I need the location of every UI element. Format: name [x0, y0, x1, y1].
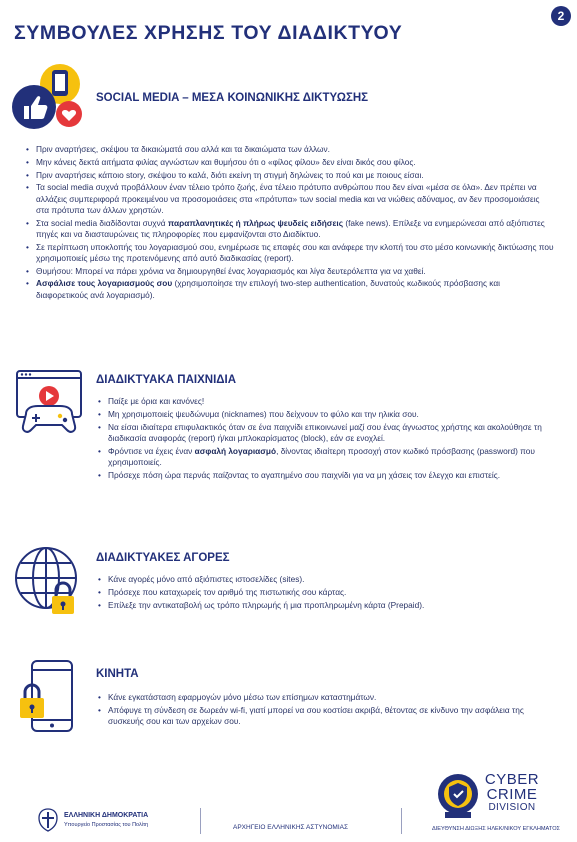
list-item: • Μη χρησιμοποιείς ψευδώνυμα (nicknames) που δείχνουν το φύλο και την ηλικία σου. [96, 409, 556, 420]
list-item: • Τα social media συχνά προβάλλουν έναν τέλειο τρόπο ζωής, ένα τέλειο πρότυπο ανθρώπου που δεν είναι «μέσα σε όλα». Δεν πρέπει να αλλάζεις συμπεριφορά προκειμένου να προσομοιάσεις στα «πρότυπα» των social media και να νιώθεις αδύναμος, αν δεν προσομοιάσεις στα πρότυπα των άλλων χρηστών. [24, 182, 554, 216]
gov-title: ΕΛΛΗΝΙΚΗ ΔΗΜΟΚΡΑΤΙΑ [64, 812, 149, 819]
social-media-icon [12, 62, 84, 132]
page-number-badge: 2 [551, 6, 571, 26]
footer-divider [401, 808, 402, 834]
mobile-heading: ΚΙΝΗΤΑ [96, 668, 139, 680]
globe-lock-icon [14, 546, 84, 624]
list-item: • Στα social media διαδίδονται συχνά παραπλανητικές ή πλήρως ψευδείς ειδήσεις (fake news). Επίλεξε να ενημερώνεσαι από αξιόπιστες πηγές και να διασταυρώνεις τις πληροφορίες που εμφανίζονται στο Διαδίκτυο. [24, 218, 554, 240]
greek-republic-emblem-icon [37, 808, 59, 832]
crime-word: CRIME [486, 786, 538, 803]
list-item: • Πριν αναρτήσεις κάποιο story, σκέψου το καλά, διότι εκείνη τη στιγμή δηλώνεις το πού και με ποιους είσαι. [24, 170, 554, 181]
list-item: • Πριν αναρτήσεις, σκέψου τα δικαιώματά σου αλλά και τα δικαιώματα των άλλων. [24, 144, 554, 155]
shopping-heading: ΔΙΑΔΙΚΤΥΑΚΕΣ ΑΓΟΡΕΣ [96, 552, 230, 564]
game-controller-icon [16, 370, 82, 436]
page-title: ΣΥΜΒΟΥΛΕΣ ΧΡΗΣΗΣ ΤΟΥ ΔΙΑΔΙΚΤΥΟΥ [14, 22, 403, 44]
list-item: • Θυμήσου: Μπορεί να πάρει χρόνια να δημιουργηθεί ένας λογαριασμός και λίγα δευτερόλεπτα για να χαθεί. [24, 266, 554, 277]
list-item: • Σε περίπτωση υποκλοπής του λογαριασμού σου, ενημέρωσε τις επαφές σου και ανάφερε την κλοπή του στο μέσο κοινωνικής δικτύωσης που χρησιμοποιείς μέσω της προτεινόμενης από αυτό διαδικασίας (report). [24, 242, 554, 264]
games-heading: ΔΙΑΔΙΚΤΥΑΚΑ ΠΑΙΧΝΙΔΙΑ [96, 374, 237, 386]
social-media-heading: SOCIAL MEDIA – ΜΕΣΑ ΚΟΙΝΩΝΙΚΗΣ ΔΙΚΤΥΩΣΗΣ [96, 92, 369, 104]
games-tips-list [96, 396, 556, 482]
list-item: • Απόφυγε τη σύνδεση σε δωρεάν wi-fi, γιατί μπορεί να σου κοστίσει ακριβά, θέτοντας σε κίνδυνο την ασφάλεια της συσκευής σου και των αρχείων σου. [96, 705, 556, 727]
list-item: • Μην κάνεις δεκτά αιτήματα φιλίας αγνώστων και θυμήσου ότι ο «φίλος φίλου» δεν είναι δικός σου φίλος. [24, 157, 554, 168]
list-item: • Παίξε με όρια και κανόνες! [96, 396, 556, 407]
list-item: • Να είσαι ιδιαίτερα επιφυλακτικός όταν σε ένα παιχνίδι επικοινωνεί μαζί σου ένας άγνωστος χρήστης και ακολούθησε τη διαδικασία αναφοράς (report) ή/και μπλοκαρίσματος (block), εάν σε ενοχλεί. [96, 422, 556, 444]
footer-divider [200, 808, 201, 834]
list-item: • Φρόντισε να έχεις έναν ασφαλή λογαριασμό, δίνοντας ιδιαίτερη προσοχή στον κωδικό πρόσβασης (password) που χρησιμοποιείς. [96, 446, 556, 468]
cyber-word: CYBER [484, 771, 540, 788]
list-item: • Ασφάλισε τους λογαριασμούς σου (χρησιμοποίησε την επιλογή two-step authentication, δυνατούς κωδικούς πρόσβασης και διαφορετικούς ανά λογαριασμό). [24, 278, 554, 300]
smartphone-lock-icon [18, 660, 78, 736]
mobile-tips-list [96, 692, 556, 729]
list-item: • Κάνε εγκατάσταση εφαρμογών μόνο μέσω των επίσημων καταστημάτων. [96, 692, 556, 703]
social-media-tips-list [24, 144, 554, 302]
gov-subtitle: Υπουργείο Προστασίας του Πολίτη [64, 822, 149, 828]
directorate-label: ΔΙΕΥΘΥΝΣΗ ΔΙΩΞΗΣ ΗΛΕΚ/ΝΙΚΟΥ ΕΓΚΛΗΜΑΤΟΣ [432, 826, 560, 832]
list-item: • Πρόσεχε που καταχωρείς τον αριθμό της πιστωτικής σου κάρτας. [96, 587, 556, 598]
cyber-crime-badge-icon [436, 772, 480, 820]
shopping-tips-list [96, 574, 556, 612]
division-word: DIVISION [488, 802, 536, 813]
hq-label: ΑΡΧΗΓΕΙΟ ΕΛΛΗΝΙΚΗΣ ΑΣΤΥΝΟΜΙΑΣ [233, 824, 348, 831]
cyber-crime-logo-text [482, 772, 542, 814]
list-item: • Επίλεξε την αντικαταβολή ως τρόπο πληρωμής ή μια προπληρωμένη κάρτα (Prepaid). [96, 600, 556, 611]
list-item: • Πρόσεχε πόση ώρα περνάς παίζοντας το αγαπημένο σου παιχνίδι για να μη χάσεις τον έλεγχο και επιστείς. [96, 470, 556, 481]
list-item: • Κάνε αγορές μόνο από αξιόπιστες ιστοσελίδες (sites). [96, 574, 556, 585]
